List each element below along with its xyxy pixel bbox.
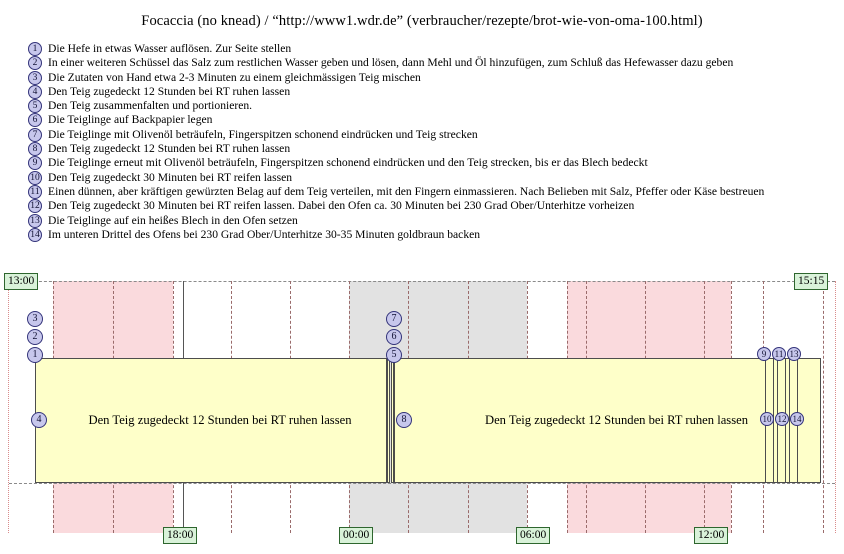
list-item: [28, 171, 844, 185]
step-marker[interactable]: 6: [386, 329, 402, 345]
step-text: Den Teig zugedeckt 30 Minuten bei RT reifen lassen: [48, 170, 293, 184]
step-number-badge: 13: [28, 214, 42, 228]
step-marker[interactable]: 1: [27, 347, 43, 363]
list-item: [28, 142, 844, 156]
step-marker[interactable]: 14: [790, 412, 804, 426]
axis-time-label: 18:00: [163, 527, 197, 544]
step-marker[interactable]: 5: [386, 347, 402, 363]
time-label-end: 15:15: [794, 273, 828, 290]
list-item: [28, 42, 844, 56]
list-item: [28, 113, 844, 127]
step-number-badge: 14: [28, 228, 42, 242]
axis-time-label: 00:00: [339, 527, 373, 544]
list-item: [28, 214, 844, 228]
task-bar-connector: [391, 358, 394, 483]
step-marker[interactable]: 4: [31, 412, 47, 428]
step-text: In einer weiteren Schüssel das Salz zum restlichen Wasser geben und lösen, dann Mehl und Öl hinzufügen, zum Schluß das Hefewasser dazu geben: [48, 56, 734, 70]
list-item: [28, 228, 844, 242]
step-number-badge: 5: [28, 99, 42, 113]
step-text: Die Teiglinge auf ein heißes Blech in den Ofen setzen: [48, 213, 298, 227]
step-marker[interactable]: 7: [386, 311, 402, 327]
step-number-badge: 6: [28, 113, 42, 127]
recipe-step-list: [28, 42, 844, 242]
step-text: Die Teiglinge erneut mit Olivenöl beträufeln, Fingerspitzen schonend eindrücken und den Teig strecken, bis er das Blech bedeckt: [48, 156, 648, 170]
step-marker[interactable]: 12: [775, 412, 789, 426]
step-number-badge: 3: [28, 71, 42, 85]
step-text: Die Teiglinge auf Backpapier legen: [48, 113, 213, 127]
step-marker[interactable]: 8: [396, 412, 412, 428]
list-item: [28, 56, 844, 70]
step-marker[interactable]: 13: [787, 347, 801, 361]
step-number-badge: 8: [28, 142, 42, 156]
step-number-badge: 12: [28, 199, 42, 213]
step-text: Die Teiglinge mit Olivenöl beträufeln, Fingerspitzen schonend eindrücken und Teig strecken: [48, 127, 478, 141]
list-item: [28, 128, 844, 142]
step-number-badge: 7: [28, 128, 42, 142]
step-marker[interactable]: 9: [757, 347, 771, 361]
grid-line-vertical: [823, 281, 824, 533]
time-label-start: 13:00: [4, 273, 38, 290]
step-number-badge: 4: [28, 85, 42, 99]
step-number-badge: 10: [28, 171, 42, 185]
step-text: Im unteren Drittel des Ofens bei 230 Grad Ober/Unterhitze 30-35 Minuten goldbraun backen: [48, 227, 481, 241]
task-bar-label: Den Teig zugedeckt 12 Stunden bei RT ruhen lassen: [484, 413, 748, 427]
step-text: Die Zutaten von Hand etwa 2-3 Minuten zu einem gleichmässigen Teig mischen: [48, 70, 421, 84]
step-text: Die Hefe in etwas Wasser auflösen. Zur Seite stellen: [48, 42, 292, 55]
list-item: [28, 199, 844, 213]
grid-line-top: [9, 281, 835, 282]
task-bar[interactable]: [394, 358, 821, 483]
step-marker[interactable]: 11: [772, 347, 786, 361]
task-bar-label: Den Teig zugedeckt 12 Stunden bei RT ruhen lassen: [88, 413, 352, 427]
step-number-badge: 2: [28, 56, 42, 70]
step-text: Den Teig zugedeckt 30 Minuten bei RT reifen lassen. Dabei den Ofen ca. 30 Minuten bei 230 Grad Ober/Unterhitze vorheizen: [48, 199, 635, 213]
step-text: Den Teig zugedeckt 12 Stunden bei RT ruhen lassen: [48, 84, 291, 98]
step-text: Den Teig zugedeckt 12 Stunden bei RT ruhen lassen: [48, 142, 291, 156]
step-number-badge: 1: [28, 42, 42, 56]
axis-time-label: 06:00: [516, 527, 550, 544]
page-title: Focaccia (no knead) / “http://www1.wdr.de” (verbraucher/rezepte/brot-wie-von-oma-100.html): [141, 13, 703, 29]
step-number-badge: 9: [28, 156, 42, 170]
step-text: Den Teig zusammenfalten und portionieren.: [48, 99, 253, 113]
list-item: [28, 85, 844, 99]
step-marker[interactable]: 10: [760, 412, 774, 426]
list-item: [28, 185, 844, 199]
list-item: [28, 99, 844, 113]
step-marker[interactable]: 2: [27, 329, 43, 345]
task-bar-connector: [387, 358, 390, 483]
list-item: [28, 71, 844, 85]
step-marker[interactable]: 3: [27, 311, 43, 327]
task-bar[interactable]: [35, 358, 387, 483]
gantt-timeline: [0, 271, 844, 554]
grid-line-bottom: [9, 483, 835, 484]
gantt-chart-area: [8, 281, 836, 533]
axis-time-label: 12:00: [694, 527, 728, 544]
step-text: Einen dünnen, aber kräftigen gewürzten Belag auf dem Teig verteilen, mit den Fingern einmassieren. Nach Belieben mit Salz, Pfeffer oder Käse bestreuen: [48, 184, 765, 198]
list-item: [28, 156, 844, 170]
step-number-badge: 11: [28, 185, 42, 199]
